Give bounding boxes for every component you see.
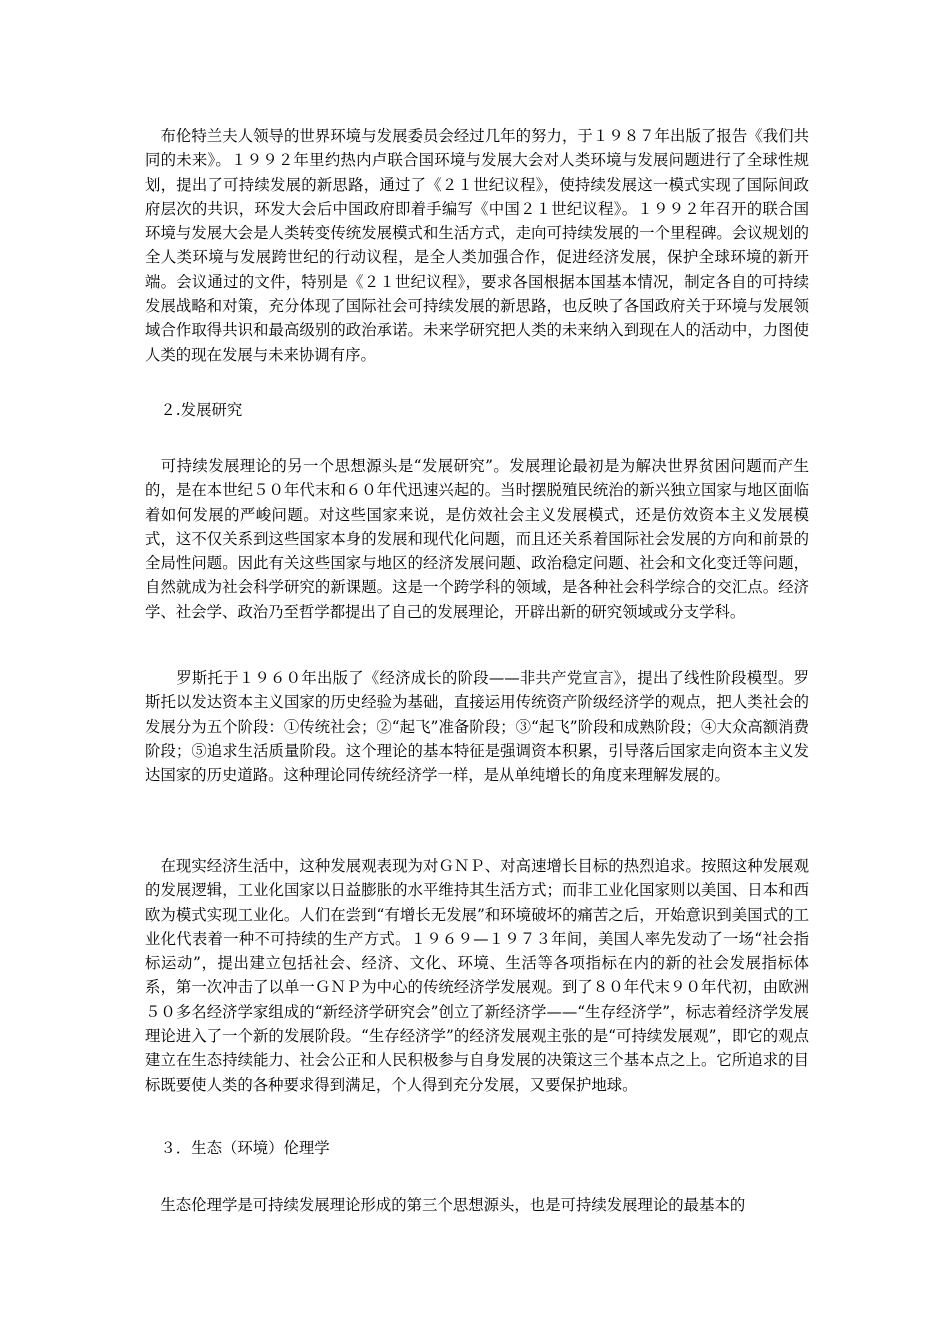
paragraph-ecological-ethics: 生态伦理学是可持续发展理论形成的第三个思想源头，也是可持续发展理论的最基本的 — [145, 1196, 746, 1214]
paragraph-gnp-development-view: 在现实经济生活中，这种发展观表现为对ＧＮＰ、对高速增长目标的热烈追求。按照这种发展观的发展逻辑，工业化国家以日益膨胀的水平维持其生活方式；而非工业化国家则以美国、日本和西欧为模式实现工业化。人们在尝到“有增长无发展”和环境破坏的痛苦之后，开始意识到美国式的工业化代表着一种不可持续的生产方式。１９６９—１９７３年间，美国人率先发动了一场“社会指标运动”，提出建立包括社会、经济、文化、环境、生活等各项指标在内的新的社会发展指标体系，第一次冲击了以单一ＧＮＰ为中心的传统经济学发展观。到了８０年代末９０年代初，由欧洲５０多名经济学家组成的“新经济学研究会”创立了新经济学——“生存经济学”，标志着经济学发展理论进入了一个新的发展阶段。“生存经济学”的经济发展观主张的是“可持续发展观”，即它的观点建立在生态持续能力、社会公正和人民积极参与自身发展的决策这三个基本点之上。它所追求的目标既要使人类的各种要求得到满足，个人得到充分发展，又要保护地球。 — [145, 857, 809, 1094]
section-heading-development-research: ２.发展研究 — [145, 401, 243, 419]
paragraph-development-research: 可持续发展理论的另一个思想源头是“发展研究”。发展理论最初是为解决世界贫困问题而产生的，是在本世纪５０年代末和６０年代迅速兴起的。当时摆脱殖民统治的新兴独立国家与地区面临着如何发展的严峻问题。对这些国家来说，是仿效社会主义发展模式，还是仿效资本主义发展模式，这不仅关系到这些国家本身的发展和现代化问题，而且还关系着国际社会发展的方向和前景的全局性问题。因此有关这些国家与地区的经济发展问题、政治稳定问题、社会和文化变迁等问题，自然就成为社会科学研究的新课题。这是一个跨学科的领域，是各种社会科学综合的交汇点。经济学、社会学、政治乃至哲学都提出了自己的发展理论，开辟出新的研究领域或分支学科。 — [145, 457, 809, 621]
paragraph-future-studies: 布伦特兰夫人领导的世界环境与发展委员会经过几年的努力，于１９８７年出版了报告《我们共同的未来》。１９９２年里约热内卢联合国环境与发展大会对人类环境与发展问题进行了全球性规划，提出了可持续发展的新思路，通过了《２１世纪议程》，使持续发展这一模式实现了国际间政府层次的共识，环发大会后中国政府即着手编写《中国２１世纪议程》。１９９２年召开的联合国环境与发展大会是人类转变传统发展模式和生活方式，走向可持续发展的一个里程碑。会议规划的全人类环境与发展跨世纪的行动议程，是全人类加强合作，促进经济发展，保护全球环境的新开端。会议通过的文件，特别是《２１世纪议程》，要求各国根据本国基本情况，制定各自的可持续发展战略和对策，充分体现了国际社会可持续发展的新思路，也反映了各国政府关于环境与发展领域合作取得共识和最高级别的政治承诺。未来学研究把人类的未来纳入到现在人的活动中，力图使人类的现在发展与未来协调有序。 — [145, 127, 809, 364]
section-heading-ecological-ethics: ３．生态（环境）伦理学 — [145, 1139, 330, 1157]
paragraph-rostow-stages: 罗斯托于１９６０年出版了《经济成长的阶段——非共产党宣言》，提出了线性阶段模型。罗斯托以发达资本主义国家的历史经验为基础，直接运用传统资产阶级经济学的观点，把人类社会的发展分为五个阶段：①传统社会；②“起飞”准备阶段；③“起飞”阶段和成熟阶段；④大众高额消费阶段；⑤追求生活质量阶段。这个理论的基本特征是强调资本积累，引导落后国家走向资本主义发达国家的历史道路。这种理论同传统经济学一样，是从单纯增长的角度来理解发展的。 — [145, 669, 809, 785]
